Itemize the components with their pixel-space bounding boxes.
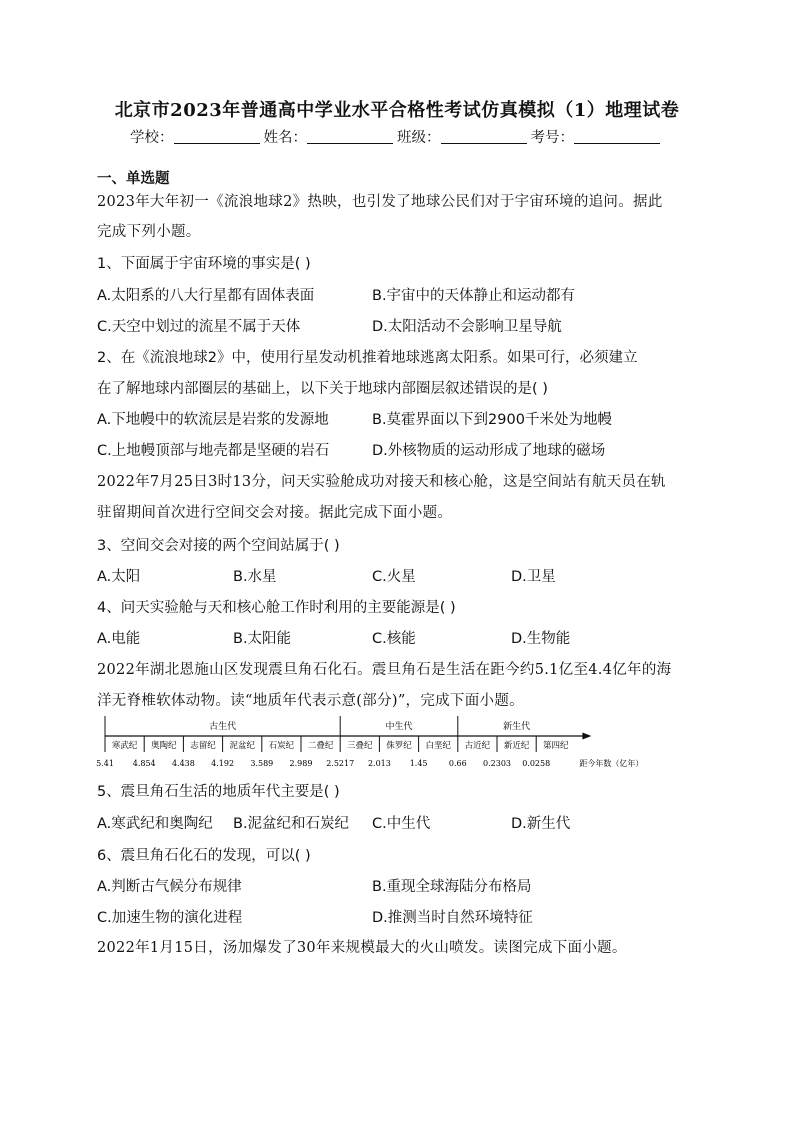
school-blank[interactable] [174,129,260,144]
question-2-option-b[interactable]: B.莫霍界面以下到2900千米处为地幔 [372,412,612,428]
material-1-line-1: 2023年大年初一《流浪地球2》热映，也引发了地球公民们对于宇宙环境的追问。据此 [97,194,663,210]
boundary-age-label: 5.41 [96,759,114,768]
boundary-age-label: 0.66 [448,759,467,768]
period-label: 志留纪 [190,741,216,751]
question-2-stem-line-2: 在了解地球内部圈层的基础上，以下关于地球内部圈层叙述错误的是( ) [97,381,548,397]
period-label: 二叠纪 [307,741,334,751]
boundary-age-label: 2.5217 [326,759,355,768]
question-3-option-c[interactable]: C.火星 [372,569,416,585]
period-label: 奥陶纪 [151,741,177,751]
material-3-line-2: 洋无脊椎软体动物。读“地质年代表示意(部分)”，完成下面小题。 [97,693,524,709]
question-6-option-d[interactable]: D.推测当时自然环境特征 [372,910,533,926]
boundary-age-label: 4.854 [132,759,156,768]
question-1-option-d[interactable]: D.太阳活动不会影响卫星导航 [372,319,562,335]
question-2-stem-line-1: 2、在《流浪地球2》中，使用行星发动机推着地球逃离太阳系。如果可行，必须建立 [97,350,638,366]
question-2-option-d[interactable]: D.外核物质的运动形成了地球的磁场 [372,443,606,459]
question-6-option-b[interactable]: B.重现全球海陆分布格局 [372,879,532,895]
boundary-age-label: 0.0258 [522,759,551,768]
question-3-stem: 3、空间交会对接的两个空间站属于( ) [97,538,340,554]
question-5-option-c[interactable]: C.中生代 [372,816,431,832]
boundary-age-label: 0.2303 [483,759,511,768]
period-label: 泥盆纪 [229,741,255,751]
question-2-option-a[interactable]: A.下地幔中的软流层是岩浆的发源地 [97,412,329,428]
period-label: 新近纪 [503,741,530,751]
question-3-option-a[interactable]: A.太阳 [97,569,141,585]
question-4-option-b[interactable]: B.太阳能 [233,631,292,647]
question-5-option-a[interactable]: A.寒武纪和奥陶纪 [97,816,213,832]
question-3-option-b[interactable]: B.水星 [233,569,277,585]
material-1-line-2: 完成下列小题。 [97,224,201,240]
era-label: 古生代 [209,722,237,732]
question-3-option-d[interactable]: D.卫星 [511,569,556,585]
boundary-age-label: 2.013 [367,759,391,768]
era-label: 中生代 [385,722,413,732]
section-heading: 一、单选题 [97,170,170,187]
name-blank[interactable] [307,129,393,144]
question-4-option-c[interactable]: C.核能 [372,631,416,647]
exam-no-blank[interactable] [574,129,660,144]
period-label: 白垩纪 [425,741,451,751]
period-label: 石炭纪 [268,741,295,751]
question-2-option-c[interactable]: C.上地幔顶部与地壳都是坚硬的岩石 [97,443,330,459]
era-label: 新生代 [503,722,531,732]
boundary-age-label: 3.589 [250,759,274,768]
material-2-line-2: 驻留期间首次进行空间交会对接。据此完成下面小题。 [97,505,453,521]
boundary-age-label: 4.438 [171,759,195,768]
class-label: 班级： [397,130,441,146]
question-1-option-c[interactable]: C.天空中划过的流星不属于天体 [97,319,301,335]
question-1-stem: 1、下面属于宇宙环境的事实是( ) [97,256,311,272]
name-label: 姓名： [263,130,307,146]
question-1-option-a[interactable]: A.太阳系的八大行星都有固体表面 [97,288,315,304]
page-title: 北京市2023年普通高中学业水平合格性考试仿真模拟（1）地理试卷 [114,100,680,121]
timeline-arrow [582,733,591,740]
geologic-timescale-chart [95,714,655,774]
period-label: 寒武纪 [111,741,138,751]
period-label: 古近纪 [464,741,491,751]
period-label: 第四纪 [543,741,569,751]
question-4-option-d[interactable]: D.生物能 [511,631,571,647]
period-label: 侏罗纪 [386,741,412,751]
material-2-line-1: 2022年7月25日3时13分，问天实验舱成功对接天和核心舱，这是空间站有航天员在轨 [97,474,666,490]
material-4-line-1: 2022年1月15日，汤加爆发了30年来规模最大的火山喷发。读图完成下面小题。 [97,940,627,956]
question-5-option-d[interactable]: D.新生代 [511,816,571,832]
boundary-age-label: 1.45 [409,759,428,768]
class-blank[interactable] [441,129,527,144]
school-label: 学校： [130,130,174,146]
exam-no-label: 考号： [530,130,574,146]
question-5-stem: 5、震旦角石生活的地质年代主要是( ) [97,784,340,800]
student-info-row [0,126,794,147]
question-4-option-a[interactable]: A.电能 [97,631,141,647]
boundary-age-label: 2.989 [289,759,313,768]
question-6-option-c[interactable]: C.加速生物的演化进程 [97,910,243,926]
question-5-option-b[interactable]: B.泥盆纪和石炭纪 [233,816,350,832]
question-4-stem: 4、问天实验舱与天和核心舱工作时利用的主要能源是( ) [97,600,456,616]
boundary-age-label: 4.192 [211,759,235,768]
question-1-option-b[interactable]: B.宇宙中的天体静止和运动都有 [372,288,576,304]
question-6-option-a[interactable]: A.判断古气候分布规律 [97,879,242,895]
question-6-stem: 6、震旦角石化石的发现，可以( ) [97,848,311,864]
timeline-axis-label: 距今年数（亿年） [579,759,644,768]
period-label: 三叠纪 [347,741,373,751]
material-3-line-1: 2022年湖北恩施山区发现震旦角石化石。震旦角石是生活在距今约5.1亿至4.4亿年的海 [97,662,672,678]
